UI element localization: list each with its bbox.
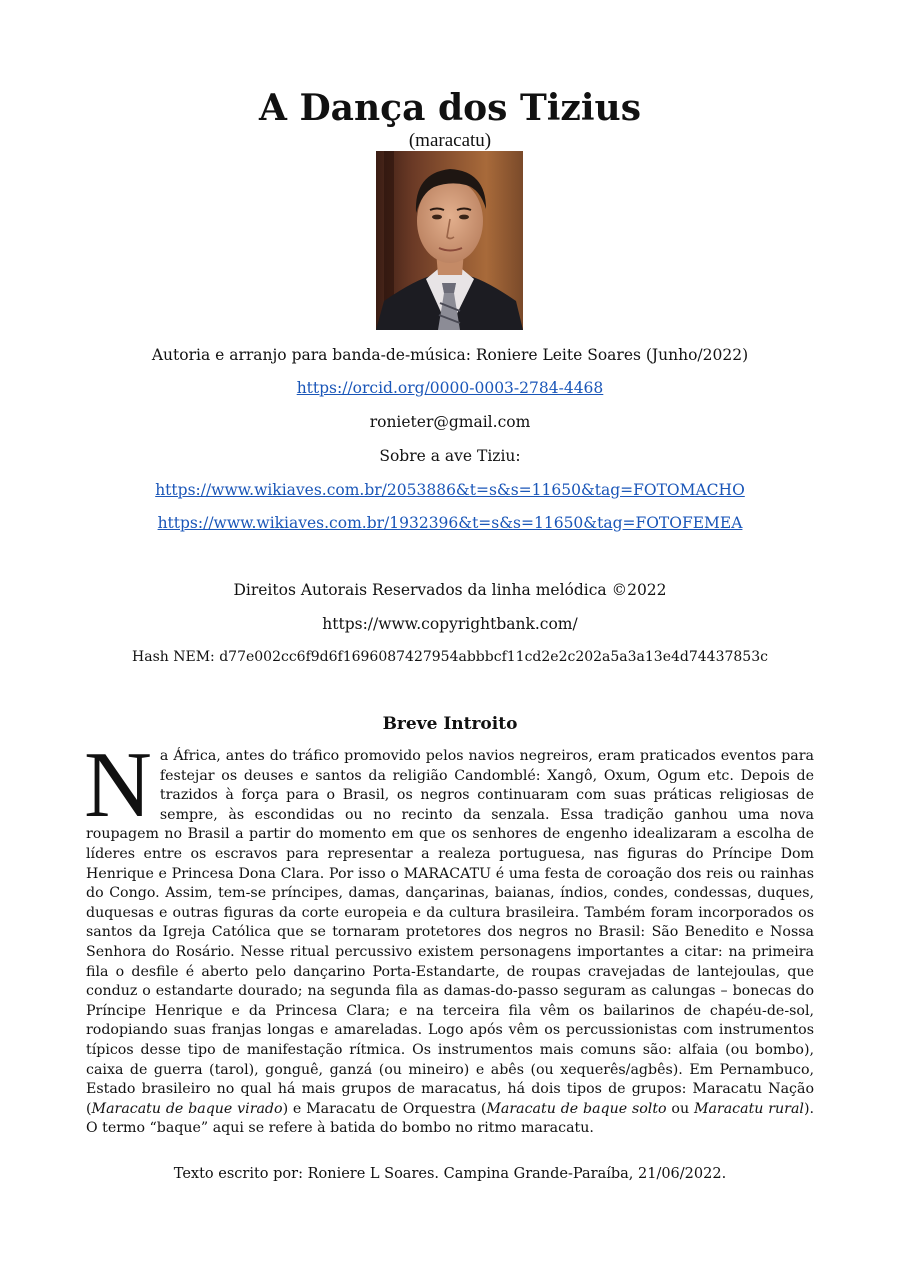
author-email: ronieter@gmail.com [369,413,531,431]
about-bird-label: Sobre a ave Tiziu: [379,447,521,465]
intro-italic-2: Maracatu de baque solto [486,1100,667,1117]
hash-line: Hash NEM: d77e002cc6f9d6f1696087427954abbbcf11cd2e2c202a5a3a13e4d74437853c [132,649,768,665]
document-title: A Dança dos Tizius [259,87,641,129]
intro-text-3: ou [666,1100,694,1117]
author-line: Autoria e arranjo para banda-de-música: Roniere Leite Soares (Junho/2022) [151,346,749,364]
drop-cap: N [84,733,152,837]
intro-paragraph [84,733,814,1139]
bird-link-female-row [0,512,900,534]
copyright-site: https://www.copyrightbank.com/ [322,615,578,633]
bird-link-male-row [0,479,900,501]
orcid-link[interactable]: https://orcid.org/0000-0003-2784-4468 [296,379,604,397]
author-photo [376,151,523,330]
orcid-link-row [0,377,900,399]
document-footer: Texto escrito por: Roniere L Soares. Campina Grande-Paraíba, 21/06/2022. [173,1166,727,1182]
section-heading: Breve Introito [382,714,518,734]
document-subtitle: (maracatu) [408,130,492,151]
bird-link-male[interactable]: https://www.wikiaves.com.br/2053886&t=s&s=11650&tag=FOTOMACHO [155,481,745,499]
intro-text-2: ) e Maracatu de Orquestra ( [282,1100,487,1117]
copyright-line: Direitos Autorais Reservados da linha melódica ©2022 [233,581,667,599]
intro-text-1: a África, antes do tráfico promovido pelos navios negreiros, eram praticados eventos para festejar os deuses e santos da religião Candomblé: Xangô, Oxum, Ogum etc. Depois de trazidos à força para o Brasil, os negros continuaram com suas práticas religiosas de sempre, às escondidas ou no recinto da senzala. Essa tradição ganhou uma nova roupagem no Brasil a partir do momento em que os senhores de engenho idealizaram a escolha de líderes entre os escravos para representar a realeza portuguesa, nas figuras do Príncipe Dom Henrique e Princesa Dona Clara. Por isso o MARACATU é uma festa de coroação dos reis ou rainhas do Congo. Assim, tem-se príncipes, damas, dançarinas, baianas, índios, condes, condessas, duques, duquesas e outras figuras da corte europeia e da cultura brasileira. Também foram incorporados os santos da Igreja Católica que se tornaram protetores dos negros no Brasil: São Benedito e Nossa Senhora do Rosário. Nesse ritual percussivo existem personagens importantes a citar: na primeira fila o desfile é aberto pelo dançarino Porta-Estandarte, de roupas cravejadas de lantejoulas, que conduz o estandarte dourado; na segunda fila as damas-do-passo seguram as calungas – bonecas do Príncipe Henrique e da Princesa Clara; e na terceira fila vêm os bailarinos de chapéu-de-sol, rodopiando suas franjas longas e amareladas. Logo após vêm os percussionistas com instrumentos típicos desse tipo de manifestação rítmica. Os instrumentos mais comuns são: alfaia (ou bombo), caixa de guerra (tarol), gonguê, ganzá (ou mineiro) e abês (ou xequerês/agbês). Em Pernambuco, Estado brasileiro no qual há mais grupos de maracatus, há dois tipos de grupos: Maracatu Nação ( [86,748,814,1117]
intro-italic-3: Maracatu rural [693,1100,804,1117]
intro-italic-1: Maracatu de baque virado [91,1100,283,1117]
bird-link-female[interactable]: https://www.wikiaves.com.br/1932396&t=s&s=11650&tag=FOTOFEMEA [157,514,743,532]
intro-text-4: ). O termo “baque” aqui se refere à batida do bombo no ritmo maracatu. [86,1100,814,1137]
